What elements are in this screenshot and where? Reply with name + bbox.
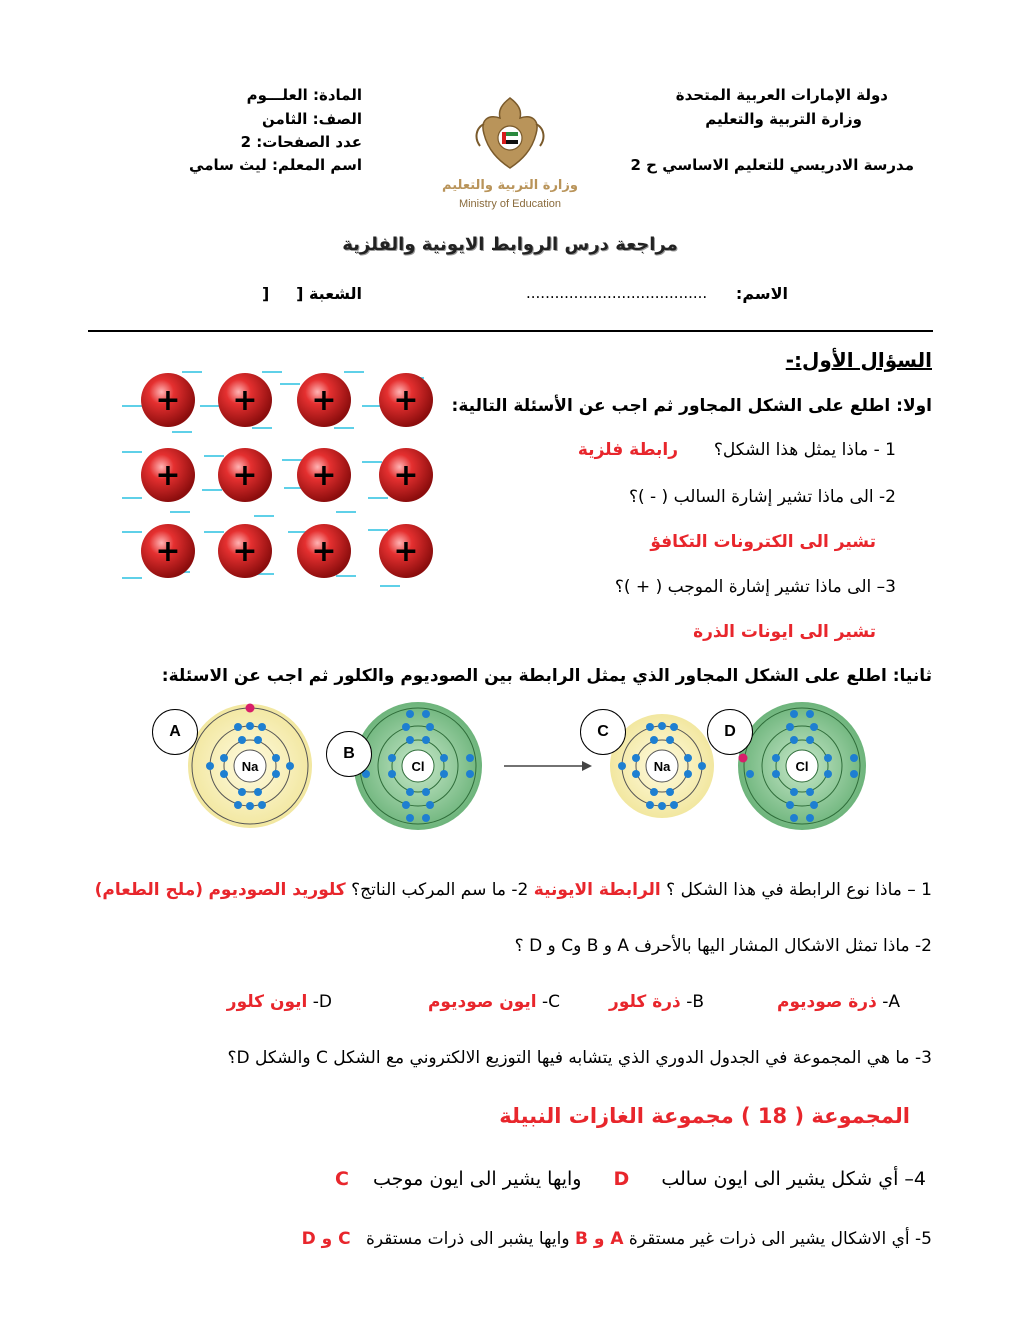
label-c-circle: C [580, 709, 626, 755]
q2-q1-part2: 2- ما سم المركب الناتج؟ [351, 880, 529, 900]
q4-text1: 4– أي شكل يشير الى ايون سالب [661, 1168, 926, 1190]
plus-sign: + [311, 534, 337, 569]
plus-sign: + [155, 458, 181, 493]
answer-c-prefix: C- [541, 992, 560, 1012]
section-close: ] [262, 284, 270, 303]
q2-a1-part1: الرابطة الايونية [533, 880, 661, 900]
metal-ion-row-1 [141, 373, 433, 427]
q4-text2: وايها يشير الى ايون موجب [372, 1168, 582, 1190]
plus-sign: + [155, 534, 181, 569]
falcon-emblem-icon [440, 94, 580, 174]
q4-ans1: D [613, 1168, 630, 1190]
header-ministry: وزارة التربية والتعليم [705, 110, 862, 128]
q2-a1-part2: كلوريد الصوديوم [208, 880, 346, 900]
header-teacher: اسم المعلم: ليث سامي [189, 156, 362, 174]
answer-d [227, 992, 332, 1012]
q2-q1-part1: 1 – ماذا نوع الرابطة في هذا الشكل ؟ [666, 880, 932, 900]
q1-first-a1: رابطة فلزية [577, 440, 678, 460]
q1-first-q3: 3– الى ماذا تشير إشارة الموجب ( + )؟ [614, 577, 896, 597]
cl-symbol: Cl [411, 759, 425, 774]
q1-first-a2: تشير الى الكترونات التكافؤ [650, 532, 876, 552]
page-title: مراجعة درس الروابط الايونية والفلزية [342, 234, 678, 255]
q5-text1: 5- أي الاشكال يشير الى ذرات غير مستقرة [628, 1229, 932, 1249]
answer-d-text: ايون كلور [226, 992, 308, 1012]
answer-b-text: ذرة كلور [609, 992, 681, 1012]
answer-a-text: ذرة صوديوم [777, 992, 877, 1012]
plus-sign: + [393, 458, 419, 493]
na-ion-symbol: Na [653, 759, 671, 774]
q2-line5 [302, 1229, 932, 1249]
metallic-bond-figure [112, 362, 434, 600]
answer-b [609, 992, 704, 1012]
plus-sign: + [311, 383, 337, 418]
cl-ion-symbol: Cl [795, 759, 809, 774]
q5-ans2: C و D [301, 1229, 351, 1249]
header-school: مدرسة الادريسي للتعليم الاساسي ح 2 [630, 156, 914, 174]
sodium-atom [188, 704, 312, 829]
q1-heading: السؤال الأول:- [785, 348, 932, 372]
q2-line4 [335, 1168, 926, 1190]
logo-arabic-text: وزارة التربية والتعليم [442, 178, 578, 193]
na-symbol: Na [241, 759, 259, 774]
metal-ion-row-2 [141, 448, 433, 502]
q1-second-intro: ثانيا: اطلع على الشكل المجاور الذي يمثل الرابطة بين الصوديوم والكلور ثم اجب عن الاسئلة: [161, 666, 932, 686]
plus-sign: + [393, 534, 419, 569]
q2-q3: 3- ما هي المجموعة في الجدول الدوري الذي يتشابه فيها التوزيع الالكتروني مع الشكل C والشكل D؟ [227, 1048, 932, 1068]
plus-sign: + [232, 383, 258, 418]
q4-ans2: C [334, 1168, 349, 1190]
header-country: دولة الإمارات العربية المتحدة [675, 86, 888, 104]
logo-english-text: Ministry of Education [458, 198, 562, 210]
header-grade: الصف: الثامن [262, 110, 362, 128]
q2-line1 [95, 880, 932, 900]
q1-first-q1: 1 - ماذا يمثل هذا الشكل؟ [713, 440, 896, 460]
header-pages: عدد الصفحات: 2 [240, 133, 362, 151]
q5-text2: وايها يشبر الى ذرات مستقرة [365, 1229, 570, 1249]
plus-sign: + [311, 458, 337, 493]
q1-first-intro: اولا: اطلع على الشكل المجاور ثم اجب عن الأسئلة التالية: [451, 396, 932, 416]
q2-a3: المجموعة ( 18 ) مجموعة الغازات النبيلة [499, 1104, 910, 1128]
plus-sign: + [232, 458, 258, 493]
q5-ans1: A و B [574, 1229, 624, 1249]
plus-sign: + [232, 534, 258, 569]
q1-first-a3: تشير الى ايونات الذرة [693, 622, 876, 642]
label-b-circle: B [326, 731, 372, 777]
answer-c-text: ايون صوديوم [427, 992, 537, 1012]
q1-first-q2: 2- الى ماذا تشير إشارة السالب ( - )؟ [628, 487, 896, 507]
section-label: الشعبة [ [296, 284, 362, 303]
plus-sign: + [155, 383, 181, 418]
ionic-bond-figure [180, 694, 880, 836]
ministry-logo [440, 94, 580, 218]
answer-b-prefix: B- [686, 992, 704, 1012]
name-label: الاسم: [735, 284, 788, 303]
answer-c [428, 992, 560, 1012]
metal-ion-row-3 [141, 524, 433, 578]
reaction-arrow [504, 761, 592, 771]
answer-d-prefix: D- [312, 992, 332, 1012]
name-dots[interactable]: ...................................... [526, 284, 708, 302]
header-subject: المادة: العلـــوم [246, 86, 362, 104]
header-divider [88, 330, 933, 332]
answer-a [777, 992, 900, 1012]
label-d-circle: D [707, 709, 753, 755]
answer-a-prefix: A- [882, 992, 900, 1012]
chloride-ion [738, 702, 866, 830]
q2-q2: 2- ماذا تمثل الاشكال المشار اليها بالأحرف A و B وC و D ؟ [514, 936, 932, 956]
q2-a1-part3: (ملح الطعام) [94, 880, 204, 900]
chlorine-atom [354, 702, 482, 830]
plus-sign: + [393, 383, 419, 418]
label-a-circle: A [152, 709, 198, 755]
